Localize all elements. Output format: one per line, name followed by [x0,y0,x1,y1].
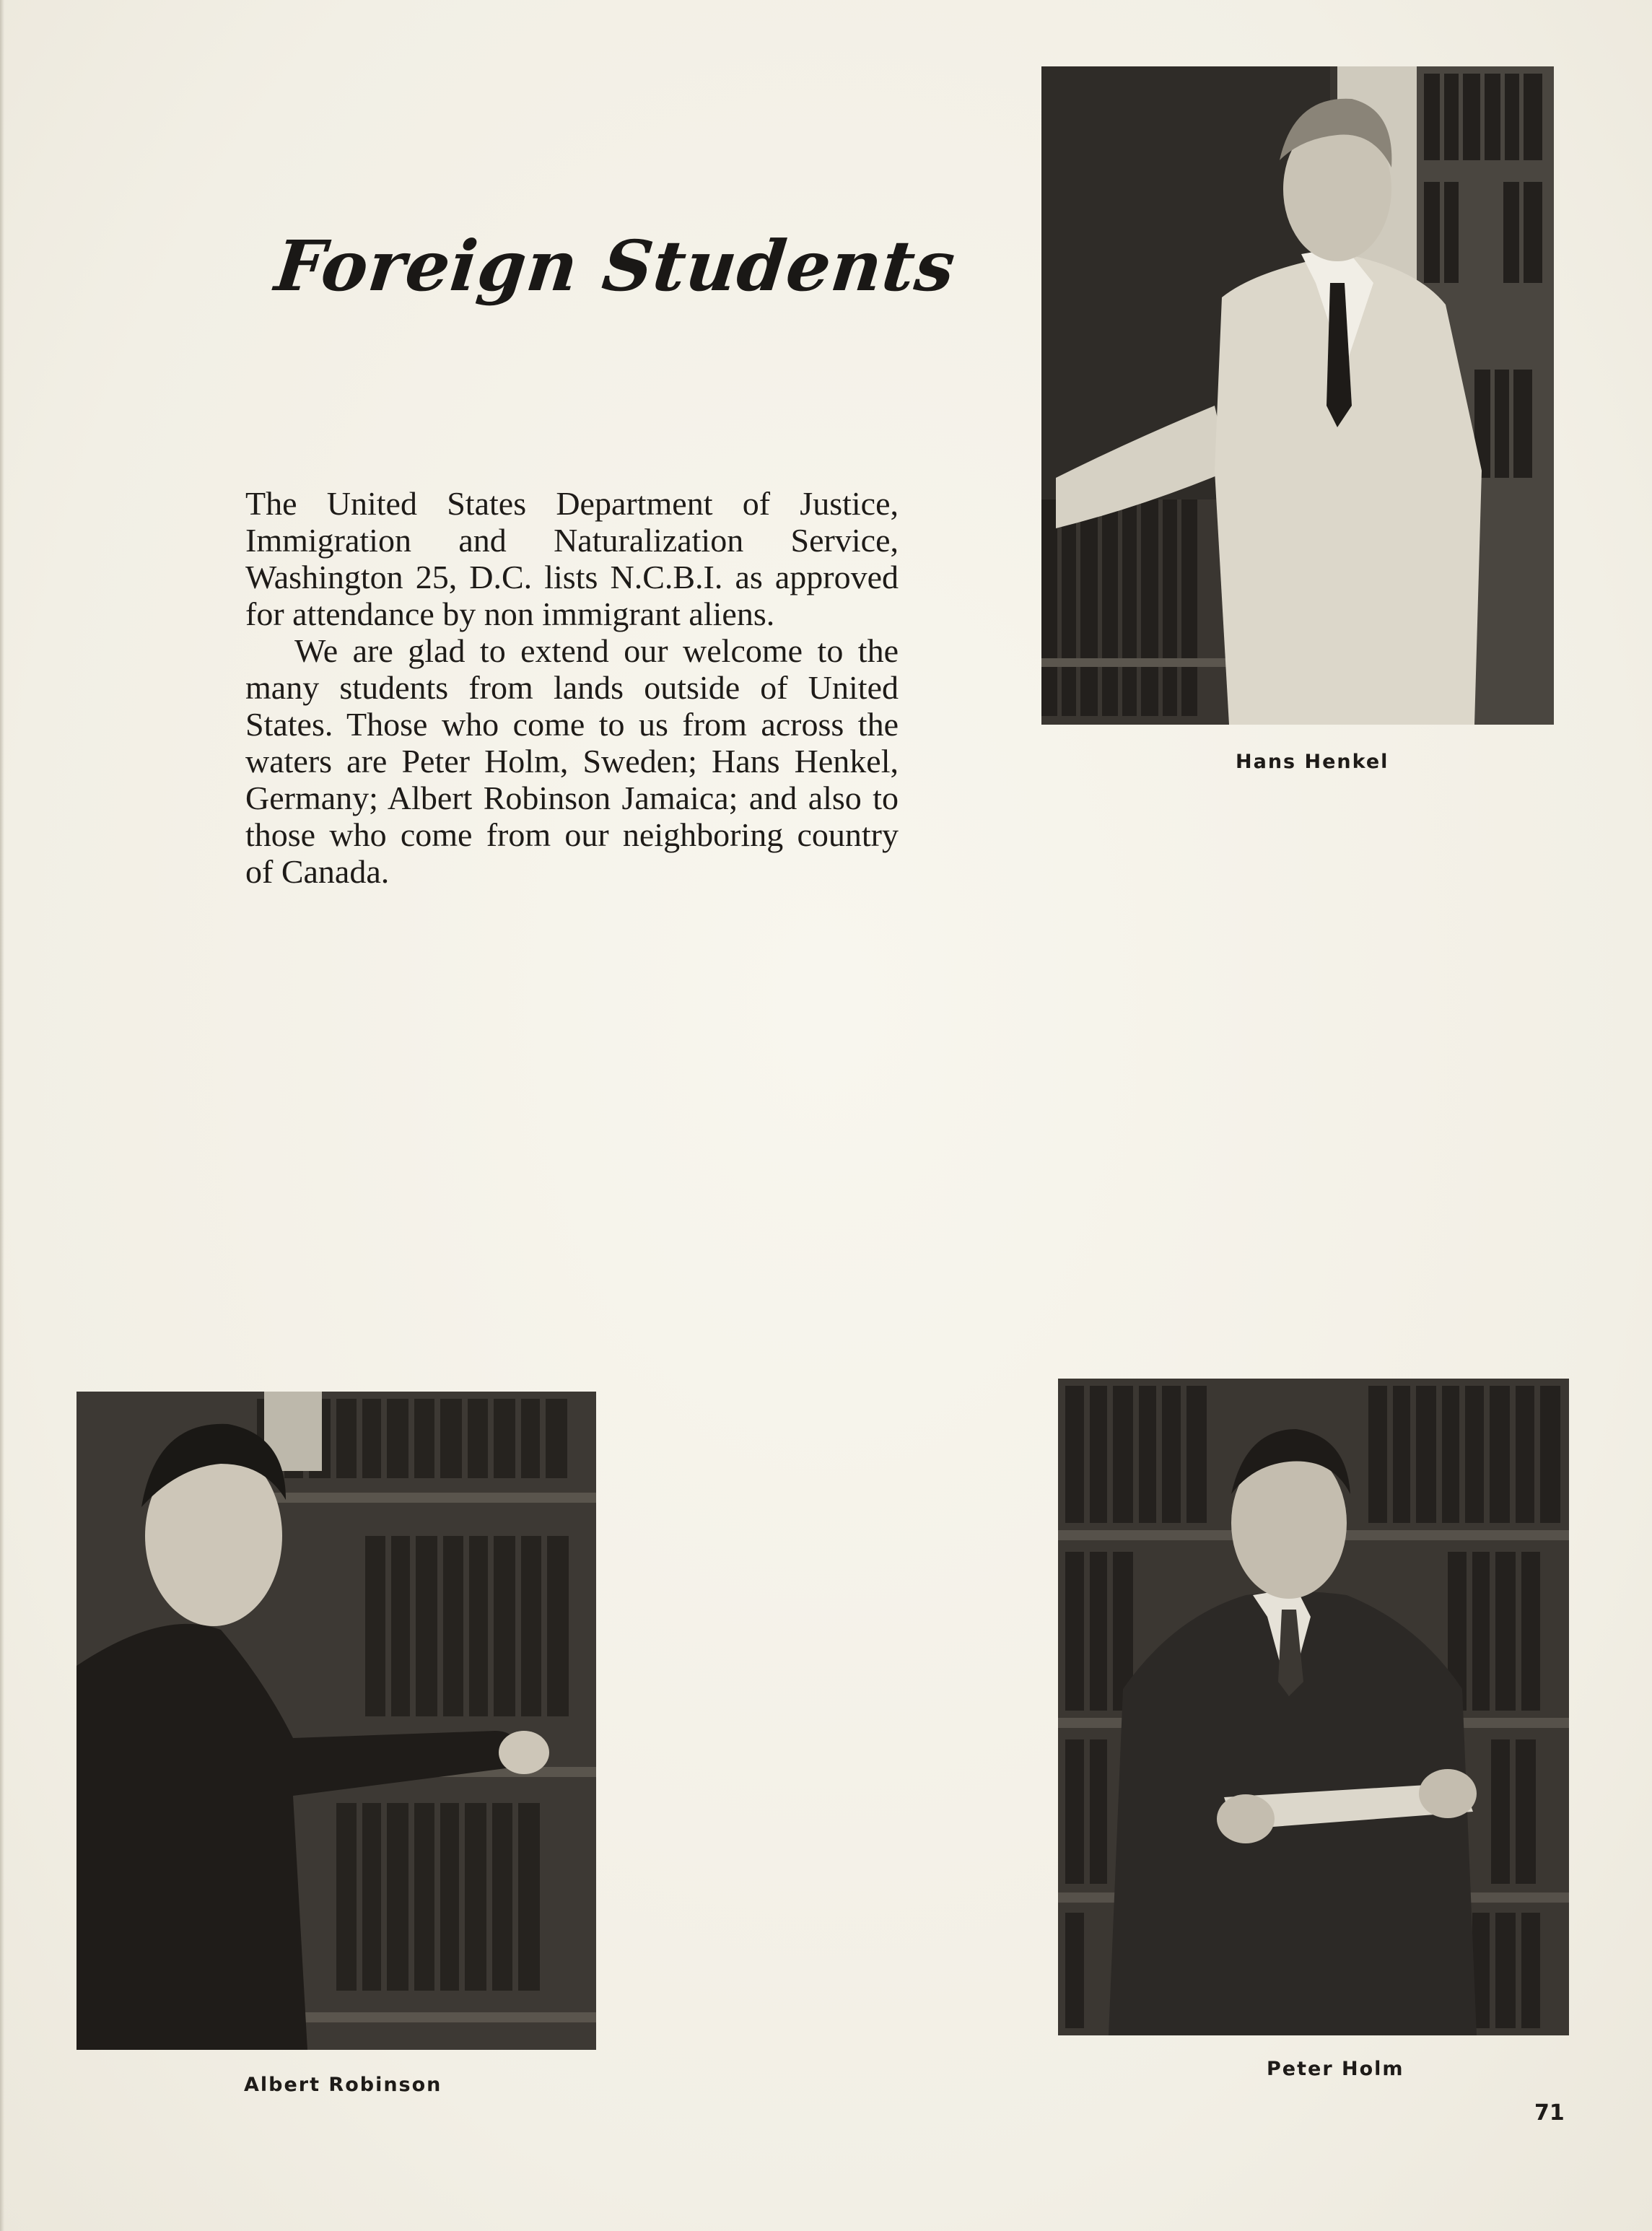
paragraph-accreditation: The United States Department of Justice, Immigration and Naturalization Service, Washington 25, D.C. lists N.C.B.I. as approved for attendance by non immigrant aliens. [245,485,899,632]
page-number: 71 [1534,2100,1565,2126]
body-text [245,485,899,890]
page-title: Foreign Students [271,225,960,307]
caption-hans-henkel: Hans Henkel [1236,751,1389,773]
paragraph-welcome: We are glad to extend our welcome to the many students from lands outside of United States. Those who come to us from across the waters are Peter Holm, Sweden; Hans Henkel, Germany; Albert Robinson Jamaica; and also to those who come from our neighboring country of Canada. [245,632,899,890]
portrait-photo-icon [77,1392,596,2050]
photo-peter-holm [1058,1379,1569,2035]
caption-albert-robinson: Albert Robinson [244,2074,442,2096]
photo-hans-henkel [1041,66,1554,725]
portrait-photo-icon [1041,66,1554,725]
portrait-photo-icon [1058,1379,1569,2035]
photo-albert-robinson [77,1392,596,2050]
caption-peter-holm: Peter Holm [1267,2058,1404,2080]
page-edge-shadow [0,0,4,2231]
